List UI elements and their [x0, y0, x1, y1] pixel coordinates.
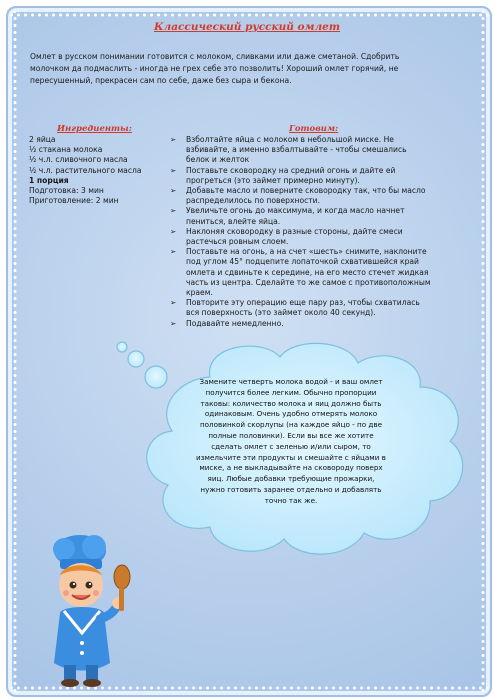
step-item — [170, 206, 432, 226]
tip-text: Замените четверть молока водой - и ваш омлет получится более легким. Обычно пропорции таковы: количество молока и яиц должно быть одинаковым. Очень удобно отмерять молоко половинкой скорлупы (на каждое яйцо - по две полные половинки). Если вы все же хотите сделать омлет с зеленью и/или сыром, то измельчите эти продукты и смешайте с яйцами в миске, а не выкладывайте на сковороду поверх яиц. Любые добавки требующие прожарки, нужно готовить заранее отдельно и добавлять точно так же. — [196, 377, 386, 505]
step-text: Наклоняя сковородку в разные стороны, дайте смеси растечься ровным слоем. — [186, 226, 403, 247]
arrow-bullet-icon: ➢ — [170, 247, 177, 257]
arrow-bullet-icon: ➢ — [170, 298, 177, 308]
step-item — [170, 166, 432, 186]
step-text: Повторите эту операцию еще пару раз, чтобы схватилась вся поверхность (это займет около 40 секунд). — [186, 298, 420, 318]
arrow-bullet-icon: ➢ — [170, 318, 177, 328]
steps-list — [170, 135, 432, 329]
cook-time: Приготовление: 2 мин — [29, 196, 119, 206]
step-text: Поставьте на огонь, а на счет «шесть» снимите, наклоните под углом 45° подцепите лопаточкой схватившейся край омлета и сдвиньте к середине, на его место стечет жидкая часть из центра. Сделайте то же самое с противоположным краем. — [186, 247, 431, 298]
arrow-bullet-icon: ➢ — [170, 165, 177, 175]
arrow-bullet-icon: ➢ — [170, 206, 177, 216]
step-text: Подавайте немедленно. — [186, 318, 284, 328]
step-item — [170, 135, 432, 166]
border-dots-right — [480, 8, 486, 695]
step-text: Добавьте масло и поверните сковородку так, что бы масло распределилось по поверхности. — [186, 186, 426, 206]
portion-count: 1 порция — [29, 175, 69, 185]
arrow-bullet-icon: ➢ — [170, 135, 177, 144]
step-item — [170, 247, 432, 298]
step-item — [170, 298, 432, 318]
step-item — [170, 319, 432, 329]
ingredients-list — [29, 135, 159, 206]
step-text: Увеличьте огонь до максимума, и когда масло начнет пениться, влейте яйца. — [186, 206, 405, 226]
intro-paragraph: Омлет в русском понимании готовится с молоком, сливками или даже сметаной. Сдобрить молочком да подмаслить - иногда не грех себе это позволить! Хороший омлет горячий, не пересушенный, прекрасен сам по себе, даже без сыра и бекона. — [30, 52, 400, 85]
arrow-bullet-icon: ➢ — [170, 226, 177, 236]
ingredient-item: 2 яйца — [29, 135, 56, 144]
ingredients-heading: Ингредиенты: — [57, 124, 132, 134]
page-title: Классический русский омлет — [154, 21, 340, 33]
border-dots-left — [12, 8, 18, 695]
step-text: Поставьте сковородку на средний огонь и дайте ей прогреться (это займет примерно минуту). — [186, 165, 396, 185]
ingredient-item: ½ стакана молока — [29, 145, 103, 155]
chef-boy-illustration — [34, 533, 144, 688]
step-text: Взболтайте яйца с молоком в небольшой миске. Не взбивайте, а именно взбалтывайте - чтобы смешались белок и желток — [186, 135, 407, 165]
cooking-heading: Готовим: — [289, 124, 339, 134]
ingredient-item: ½ ч.л. растительного масла — [29, 165, 142, 175]
ingredient-item: ½ ч.л. сливочного масла — [29, 155, 128, 165]
prep-time: Подготовка: 3 мин — [29, 186, 104, 196]
step-item — [170, 227, 432, 247]
step-item — [170, 186, 432, 206]
arrow-bullet-icon: ➢ — [170, 186, 177, 196]
border-dots-top — [8, 12, 490, 18]
